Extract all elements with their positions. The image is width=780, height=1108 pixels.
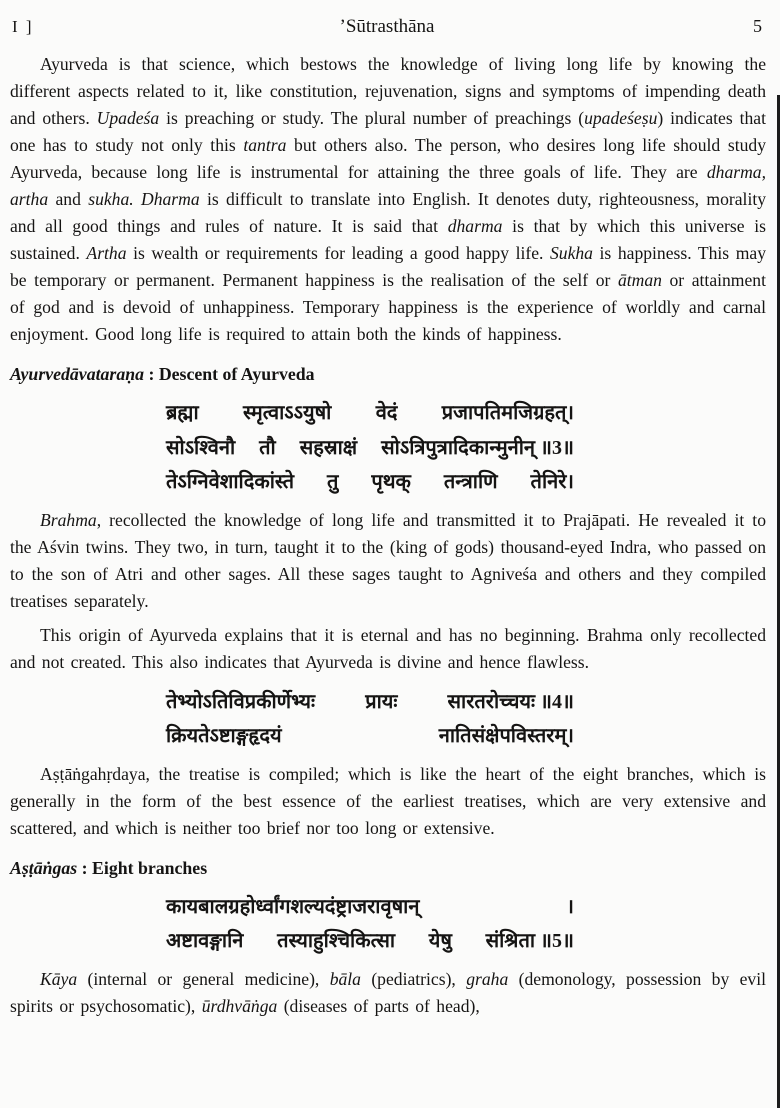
text-run: and [48, 189, 89, 209]
verse-4 [166, 685, 574, 754]
text-run: (diseases of parts of head), [277, 995, 480, 1016]
verse-line [166, 890, 574, 925]
italic-term: graha [466, 968, 509, 989]
verse-line [166, 396, 574, 431]
text-run: ) indicates that one has to study not only this [10, 108, 766, 155]
para-eight-branches-list [10, 966, 766, 1020]
verse-word: तेऽग्निवेशादिकांस्ते [166, 471, 295, 493]
verse-word: नातिसंक्षेपविस्तरम्। [438, 725, 574, 747]
running-title: ʼSūtrasthāna [339, 16, 435, 37]
text-run: (internal or general medicine), [77, 968, 330, 989]
verse-word: । [566, 895, 574, 918]
italic-term: ātman [617, 270, 662, 290]
italic-term: bāla [329, 968, 361, 989]
verse-word: तस्याहुश्चिकित्सा [277, 930, 396, 952]
italic-term: dharma, artha [10, 162, 766, 209]
text-run: is difficult to translate into English. It denotes duty, righteousness, morality and all good things and rules of nature. It is said that [10, 189, 767, 236]
verse-word: कायबालग्रहोर्ध्वांगशल्यदंष्ट्राजरावृषान् [166, 895, 420, 918]
italic-term: ūrdhvāṅga [201, 995, 278, 1016]
text-run: or attainment of god and is devoid of unhappiness. Temporary happiness is the experience of worldly and carnal enjoyment. Good long life is required to attain both the kinds of happiness. [10, 270, 766, 344]
verse-word: वेदं [375, 402, 398, 424]
italic-term: tantra [243, 135, 287, 155]
text-run: is that by which this universe is sustained. [10, 216, 766, 263]
heading-ayurvedavatarana [10, 361, 766, 387]
verse-word: तौ [259, 436, 276, 459]
italic-term: Ayurvedāvataraṇa [10, 364, 145, 384]
verse-word: प्रायः [365, 690, 398, 713]
verse-word: तेभ्योऽतिविप्रकीर्णेभ्यः [166, 690, 316, 713]
verse-word: सहस्राक्षं [299, 436, 358, 459]
text-run: , recollected the knowledge of long life and transmitted it to Prajāpati. He revealed it to the Aśvin twins. They two, in turn, taught it to the (king of gods) thousand-eyed Indra, who passed on to the son of Atri and other sages. All these sages taught to Agniveśa and others and they compiled treatises separately. [10, 509, 766, 611]
para-brahma-transmission [10, 507, 766, 615]
verse-word: पृथक् [371, 471, 411, 493]
text-run: Ayurveda is that science, which bestows the knowledge of living long life by knowing the different aspects related to it, like constitution, rejuvenation, signs and symptoms of impending death and others. [10, 54, 766, 128]
text-run: (pediatrics), [360, 968, 467, 989]
verse-word: तन्त्राणि [443, 471, 498, 493]
verse-word: तु [327, 471, 339, 493]
verse-5 [166, 890, 574, 959]
italic-term: Sukha [549, 243, 593, 263]
text-run: is wealth or requirements for leading a good happy life. [126, 243, 550, 263]
page-number: 5 [753, 16, 762, 36]
verse-line [166, 465, 574, 500]
page-body [10, 51, 766, 1020]
chapter-marker: I ] [12, 17, 34, 36]
verse-word: क्रियतेऽष्टाङ्गहृदयं [166, 725, 282, 747]
italic-term: Artha [86, 243, 127, 263]
verse-line [166, 924, 574, 959]
para-ayurveda-science [10, 51, 766, 348]
text-run: This origin of Ayurveda explains that it is eternal and has no beginning. Brahma only recollected and not created. This also indicates that Ayurveda is divine and hence flawless. [10, 624, 766, 672]
verse-word: संश्रिता ॥5॥ [485, 930, 574, 952]
italic-term: Aṣṭāṅgas [10, 857, 78, 878]
verse-word: प्रजापतिमजिग्रहत्। [441, 402, 574, 424]
verse-word: येषु [428, 930, 452, 952]
text-run: Aṣṭāṅgahṛdaya, the treatise is compiled; which is like the heart of the eight branches, which is generally in the form of the best essence of the earliest treatises, which are very extensive and scattered, and which is neither too brief nor too long or extensive. [10, 763, 766, 838]
text-run: but others also. The person, who desires long life should study Ayurveda, because long life is instrumental for attaining the three goals of life. They are [10, 135, 766, 182]
verse-3 [166, 396, 574, 500]
para-astangahrdaya-compiled [10, 761, 766, 842]
italic-term: Kāya [40, 968, 78, 989]
verse-word: ब्रह्मा [166, 402, 199, 424]
heading-astangas [10, 855, 766, 881]
verse-line [166, 685, 574, 720]
verse-line [166, 431, 574, 466]
verse-word: सारतरोच्चयः ॥4॥ [447, 690, 574, 713]
para-origin-eternal [10, 622, 766, 676]
verse-word: स्मृत्वाऽऽयुषो [242, 402, 332, 424]
italic-term: Brahma [40, 509, 97, 530]
page-header [10, 12, 766, 38]
verse-word: तेनिरे। [530, 471, 574, 493]
text-run: (demonology, possession by evil spirits or psychosomatic), [10, 968, 767, 1016]
text-run: : Eight branches [77, 857, 208, 878]
italic-term: dharma [447, 216, 503, 236]
italic-term: Upadeśa [96, 108, 160, 128]
text-run: : Descent of Ayurveda [144, 364, 315, 384]
text-run: is preaching or study. The plural number of preachings ( [159, 108, 585, 128]
verse-line [166, 719, 574, 754]
verse-word: सोऽत्रिपुत्रादिकान्मुनीन् ॥3॥ [381, 436, 574, 459]
verse-word: अष्टावङ्गानि [166, 930, 244, 952]
verse-word: सोऽश्विनौ [166, 436, 236, 459]
italic-term: sukha. Dharma [88, 189, 200, 209]
italic-term: upadeśeṣu [584, 108, 658, 128]
text-run: is happiness. This may be temporary or permanent. Permanent happiness is the realisation of the self or [10, 243, 767, 290]
